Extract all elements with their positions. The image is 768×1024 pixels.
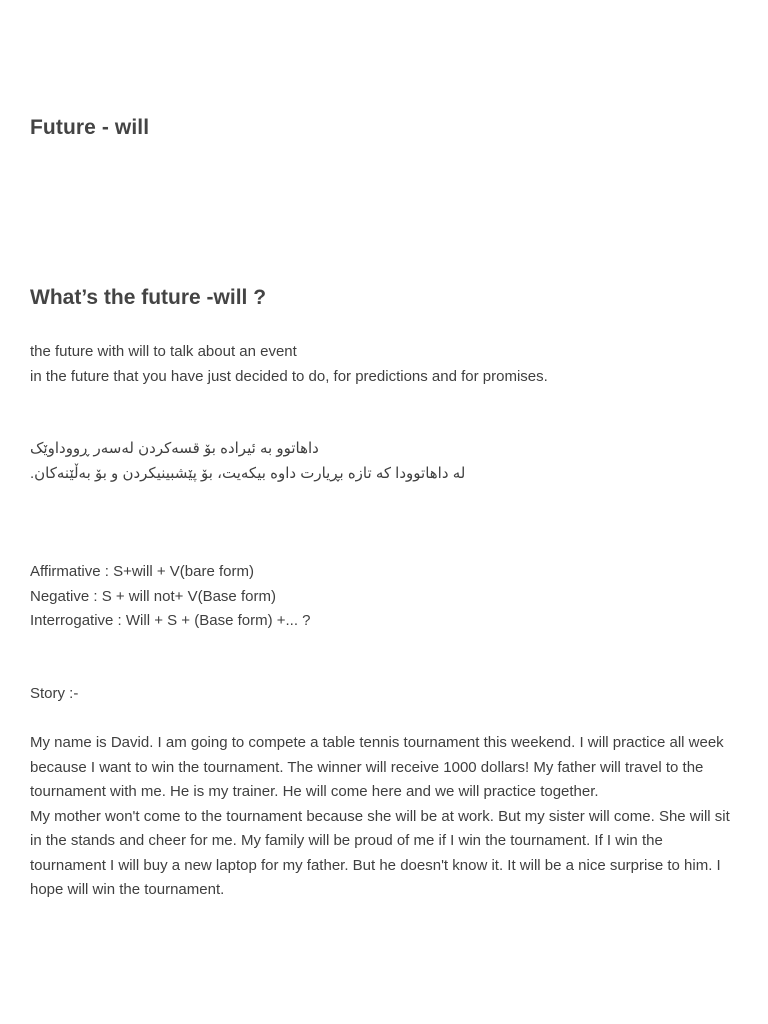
interrogative-form: Interrogative : Will + S + (Base form) +... ? [30,612,311,630]
intro-line-1: the future with will to talk about an event [30,343,297,360]
kurdish-line-2: لە داهاتوودا کە تازە بڕیارت داوە بیکەیت، بۆ پێشبینیکردن و بۆ بەڵێنەکان. [30,464,466,482]
kurdish-line-1: داهاتوو بە ئیرادە بۆ قسەکردن لەسەر ڕووداوێک [30,440,319,457]
story-part-2: My mother won't come to the tournament because she will be at work. But my sister will come. She will sit in the stands and cheer for me. My family will be proud of me if I win the tournament. If I win the tournament I will buy a new laptop for my father. But he doesn't know it. It will be a nice surprise to him. I hope will win the tournament. [30,807,730,898]
affirmative-form: Affirmative : S+will + V(bare form) [30,563,254,580]
intro-paragraph [30,340,548,389]
story-label: Story :- [30,685,79,702]
story-paragraph [30,731,738,903]
story-part-1: My name is David. I am going to compete a table tennis tournament this weekend. I will practice all week because I want to win the tournament. The winner will receive 1000 dollars! My father will travel to the tournament with me. He is my trainer. He will come here and we will practice together. [30,734,724,800]
grammar-forms [30,560,311,634]
negative-form: Negative : S + will not+ V(Base form) [30,587,276,605]
page-title: Future - will [30,116,150,139]
section-heading: What’s the future -will ? [30,286,267,309]
kurdish-paragraph [30,437,465,486]
intro-line-2: in the future that you have just decided to do, for predictions and for promises. [30,367,548,385]
